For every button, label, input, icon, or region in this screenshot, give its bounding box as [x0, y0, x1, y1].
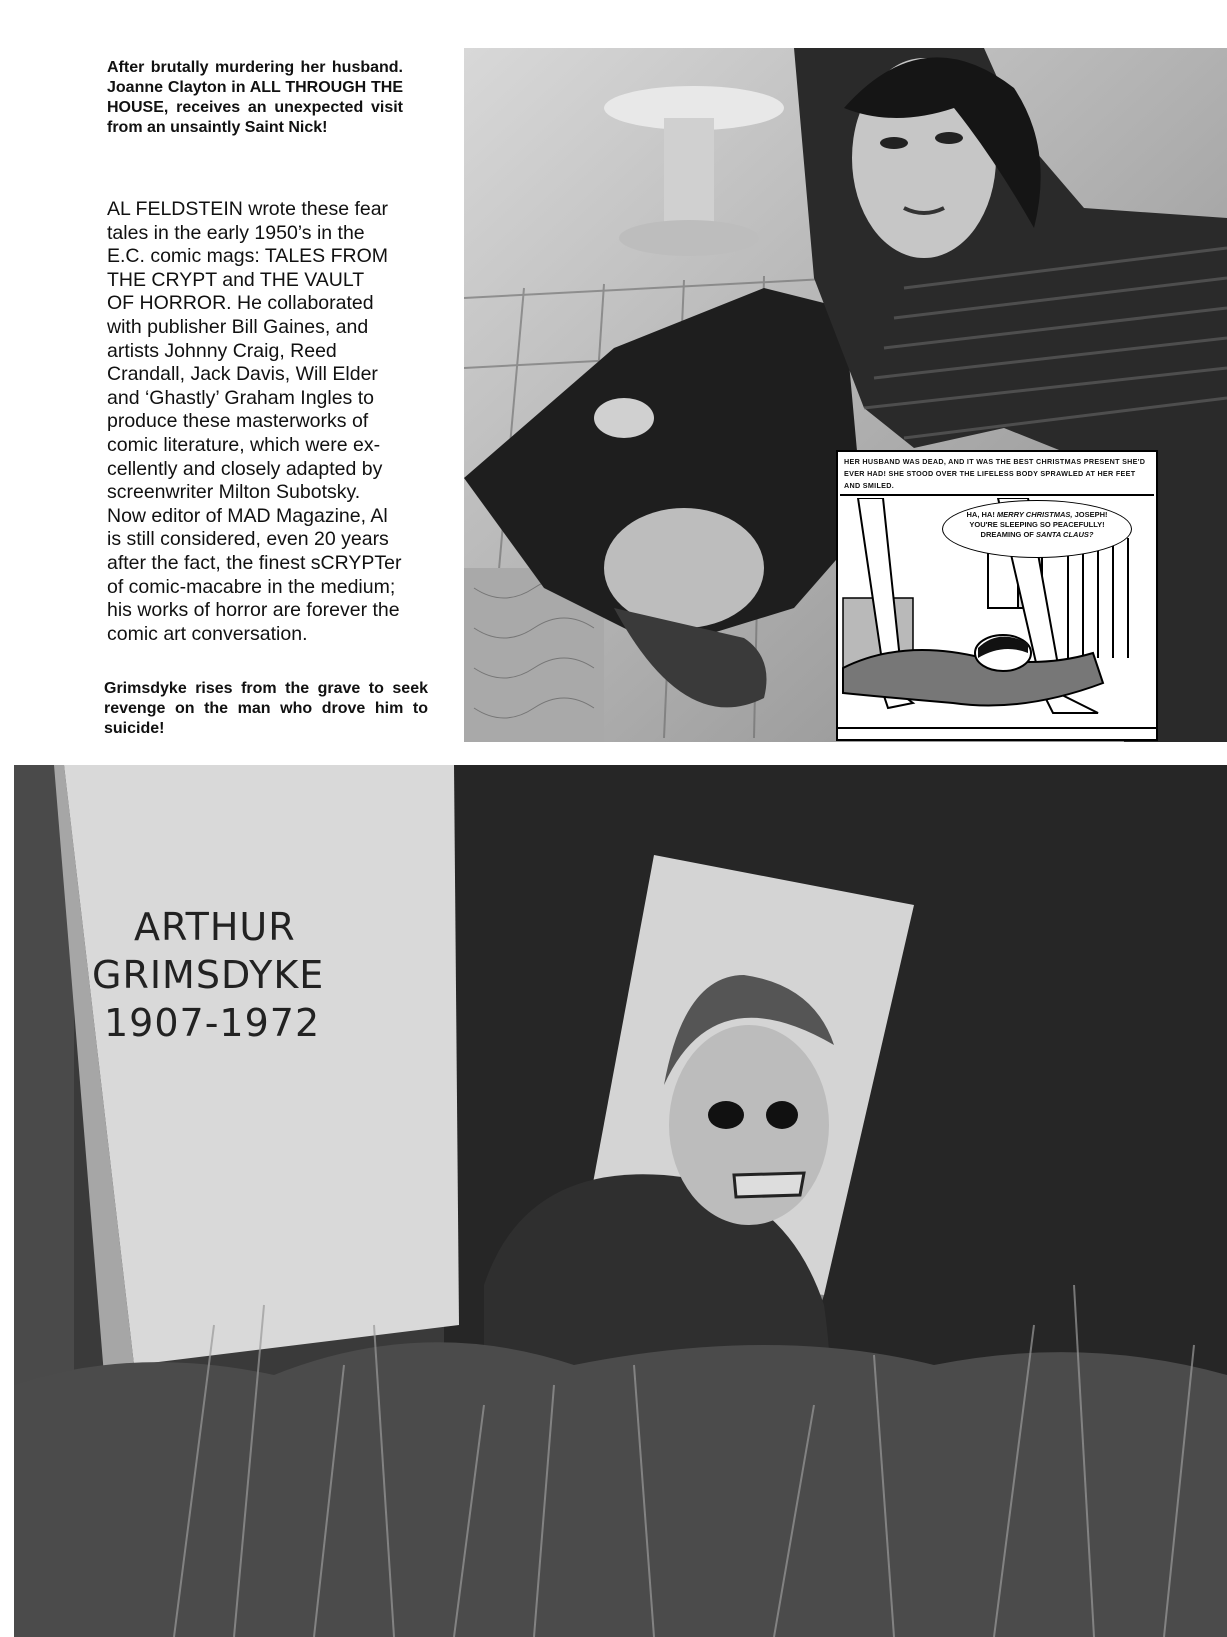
bubble-text-middle: JOSEPH! YOU'RE SLEEPING SO PEACEFULLY! DREAMING OF: [969, 510, 1108, 539]
article-line: AL FELDSTEIN wrote these fear: [107, 198, 389, 220]
tombstone-name-last: GRIMSDYKE: [92, 953, 325, 997]
article-line: of comic-macabre in the medium;: [107, 575, 396, 598]
bubble-text-emphasis: SANTA CLAUS?: [1035, 530, 1094, 539]
article-line: his works of horror are forever the: [107, 599, 400, 622]
article-line: Crandall, Jack Davis, Will Elder: [107, 363, 378, 386]
article-line: THE CRYPT and THE VAULT: [107, 268, 365, 291]
speech-bubble: [942, 500, 1132, 558]
article-line: after the fact, the finest sCRYPTer: [107, 551, 402, 574]
article-line: Now editor of MAD Magazine, Al: [107, 504, 388, 527]
tombstone-inscription: [88, 903, 388, 1047]
article-line: cellently and closely adapted by: [107, 457, 383, 480]
bubble-text-emphasis: MERRY CHRISTMAS,: [996, 510, 1073, 519]
article-line: comic literature, which were ex-: [107, 433, 381, 456]
tombstone-name-first: ARTHUR: [134, 905, 296, 949]
article-line: OF HORROR. He collaborated: [107, 292, 374, 315]
photo-caption-bottom: Grimsdyke rises from the grave to seek revenge on the man who drove him to suicide!: [104, 680, 428, 737]
film-still-graveyard: [14, 765, 1227, 1637]
article-line: tales in the early 1950’s in the: [107, 221, 365, 244]
photo-caption-top: After brutally murdering her husband. Joanne Clayton in ALL THROUGH THE HOUSE, receives an unexpected visit from an unsaintly Saint Nick!: [107, 59, 403, 136]
article-line: E.C. comic mags: TALES FROM: [107, 245, 388, 268]
comic-caption-box: HER HUSBAND WAS DEAD, AND IT WAS THE BEST CHRISTMAS PRESENT SHE'D EVER HAD! SHE STOOD OVER THE LIFELESS BODY SPRAWLED AT HER FEET AND SMILED.: [840, 454, 1154, 496]
article-line: screenwriter Milton Subotsky.: [107, 481, 361, 504]
article-line: is still considered, even 20 years: [107, 528, 389, 551]
article-line: and ‘Ghastly’ Graham Ingles to: [107, 386, 374, 409]
comic-panel-inset: [836, 450, 1158, 741]
article-line: produce these masterworks of: [107, 410, 369, 433]
article-line: comic art conversation.: [107, 622, 308, 645]
article-line: artists Johnny Craig, Reed: [107, 339, 337, 362]
bubble-text-lead: HA, HA!: [966, 510, 997, 519]
article-body: [107, 198, 444, 646]
article-line: with publisher Bill Gaines, and: [107, 315, 369, 338]
tombstone-dates: 1907-1972: [104, 1001, 321, 1045]
